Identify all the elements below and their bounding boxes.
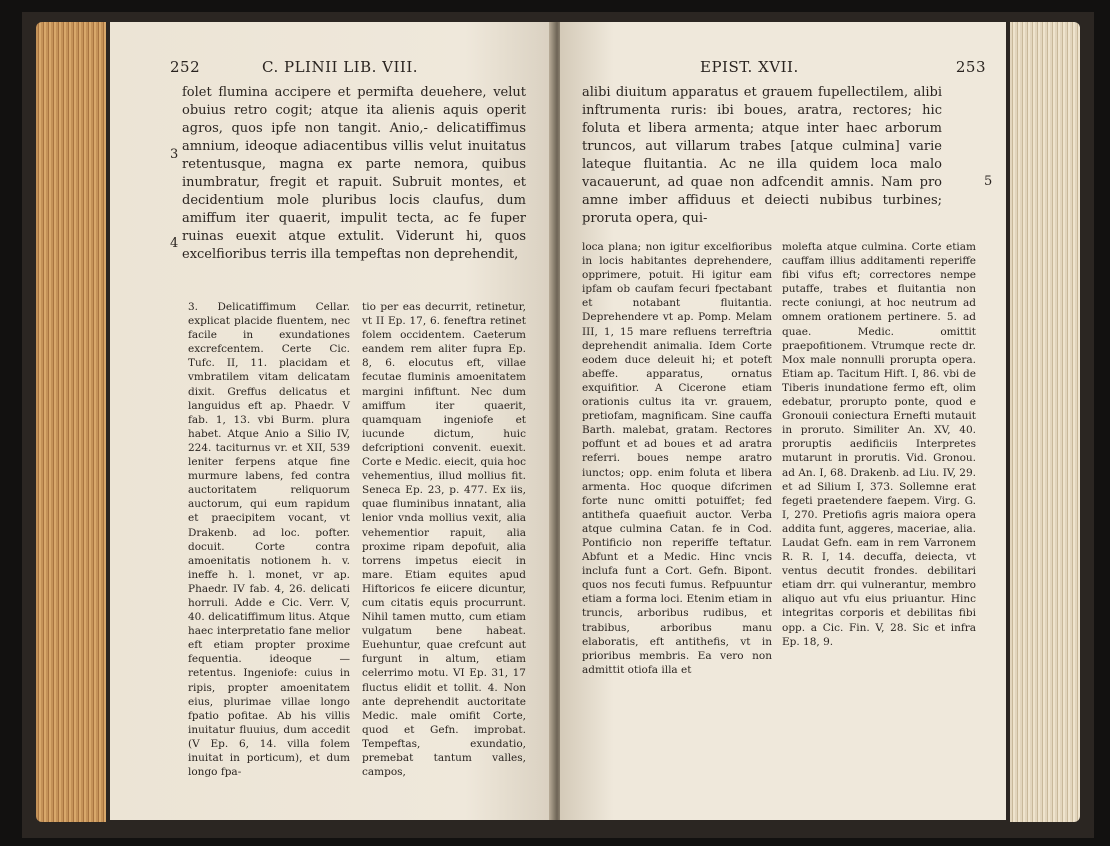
line-marker-5: 5 [984, 174, 993, 189]
left-page [110, 22, 554, 820]
left-main-paragraph: folet flumina accipere et permifta deuehere, velut obuius retro cogit; atque ita alienis aquis operit agros, quos ipfe non tangit. Anio,- delicatiffimus amnium, ideoque adiacentibus villis velut inuitatus retentusque, magna ex parte nemora, quibus inumbratur, fregit et rapuit. Subruit montes, et decidentium mole pluribus locis claufus, dum amiffum iter quaerit, impulit tecta, ac fe fuper ruinas euexit atque extulit. Viderunt hi, quos excelfioribus terris illa tempeftas non deprehendit, [182, 85, 526, 262]
left-page-header [170, 58, 540, 82]
left-notes-column-2 [362, 300, 526, 779]
line-marker-4: 4 [170, 236, 179, 251]
left-page-number: 252 [170, 58, 201, 76]
right-note-text-2: molefta atque culmina. Corte etiam cauffam illius additamenti reperiffe fibi vifus eft; correctores nempe putaffe, trabes et fluitantia non recte coniungi, at hoc neutrum ad omnem orationem pertinere. 5. ad quae. Medic. omittit praepofitionem. Vtrumque recte dr. Mox male nonnulli prorupta opera. Etiam ap. Tacitum Hift. I, 86. vbi de Tiberis inundatione fermo eft, olim edebatur, prorupto ponte, quod e Gronouii coniectura Ernefti mutauit in proruto. Similiter An. XV, 40. proruptis aedificiis Interpretes mutarunt in prorutis. Vid. Gronou. ad An. I, 68. Drakenb. ad Liu. IV, 29. et ad Silium I, 373. Sollemne erat fegeti praetendere faepem. Virg. G. I, 270. Pretiofis agris maiora opera addita funt, aggeres, maceriae, alia. Laudat Gefn. eam in rem Varronem R. R. I, 14. decuffa, deiecta, vt ventus decutit frondes. debilitari etiam drr. qui vulnerantur, membro aliquo aut vfu eius priuantur. Hinc integritas corporis et debilitas fibi opp. a Cic. Fin. V, 28. Sic et infra Ep. 18, 9. [782, 241, 976, 648]
right-running-head: EPIST. XVII. [700, 58, 799, 76]
left-note-text-2: tio per eas decurrit, retinetur, vt II Ep. 17, 6. feneftra retinet folem occidentem. Caeterum eandem rem aliter fupra Ep. 8, 6. elocutus eft, villae fecutae fluminis amoenitatem margini infiftunt. Nec dum amiffum iter quaerit, quamquam ingeniofe et iucunde dictum, huic defcriptioni convenit. euexit. Corte e Medic. eiecit, quia hoc vehementius, illud mollius fit. Seneca Ep. 23, p. 477. Ex iis, quae fluminibus innatant, alia lenior vnda mollius vexit, alia vehementior rapuit, alia proxime ripam depofuit, alia torrens impetus eiecit in mare. Etiam equites apud Hiftoricos fe eiicere dicuntur, cum citatis equis procurrunt. Nihil tamen mutto, cum etiam vulgatum bene habeat. Euehuntur, quae crefcunt aut furgunt in altum, etiam celerrimo motu. VI Ep. 31, 17 fluctus elidit et tollit. 4. Non ante deprehendit auctoritate Medic. male omifit Corte, quod et Gefn. improbat. Tempeftas, exundatio, premebat tantum valles, campos, [362, 301, 526, 779]
left-note-text-1: 3. Delicatiffimum Cellar. explicat placide fluentem, nec facile in exundationes excrefcentem. Certe Cic. Tufc. II, 11. placidam et vmbratilem vitam delicatam dixit. Greffus delicatus et languidus eft ap. Phaedr. V fab. 1, 13. vbi Burm. plura habet. Atque Anio a Silio IV, 224. taciturnus vr. et XII, 539 leniter ferpens atque fine murmure labens, fed contra auctoritatem reliquorum auctorum, qui eum rapidum et praecipitem vocant, vt Drakenb. ad loc. pofter. docuit. Corte contra amoenitatis notionem h. v. ineffe h. l. monet, vr ap. Phaedr. IV fab. 4, 26. delicati horruli. Adde e Cic. Verr. V, 40. delicatiffimum litus. Atque haec interpretatio fane melior eft etiam propter proxime fequentia. ideoque — retentus. Ingeniofe: cuius in ripis, propter amoenitatem eius, plurimae villae longo fpatio pofitae. Ab his villis inuitatur fluuius, dum accedit (V Ep. 6, 14. villa folem inuitat in porticum), et dum longo fpa- [188, 301, 350, 779]
right-notes-column-2 [782, 240, 976, 649]
right-page-header [580, 58, 986, 82]
right-note-text-1: loca plana; non igitur excelfioribus in locis habitantes deprehendere, opprimere, potuit. Hi igitur eam ipfam ob caufam fecuri fpectabant et notabant fluitantia. Deprehendere vt ap. Pomp. Melam III, 1, 15 mare refluens terreftria deprehendit animalia. Idem Corte eodem duce deleuit hi; et poteft abeffe. apparatus, ornatus exquifitior. A Cicerone etiam orationis cultus ita vr. grauem, pretiofam, magnificam. Sine cauffa Barth. malebat, gratam. Rectores poffunt et ad boues et ad aratra referri. boues nempe aratro iunctos; opp. enim foluta et libera armenta. Hoc quoque difcrimen forte nunc omitti potuiffet; fed antithefa quaefiuit auctor. Verba atque culmina Catan. fe in Cod. Pontificio non reperiffe teftatur. Abfunt et a Medic. Hinc vncis inclufa funt a Cort. Gefn. Bipont. quos nos fecuti fumus. Refpuuntur etiam a forma loci. Etenim etiam in truncis, arboribus rudibus, et trabibus, arboribus manu elaboratis, eft antithefis, vt in prioribus membris. Ea vero non admittit otiofa illa et [582, 241, 772, 676]
right-main-paragraph: alibi diuitum apparatus et grauem fupellectilem, alibi inftrumenta ruris: ibi boues, aratra, rectores; hic foluta et libera armenta; atque inter haec arborum truncos, aut villarum trabes [atque culmina] varie lateque fluitantia. Ac ne illa quidem loca malo vacauerunt, ad quae non adfcendit amnis. Nam pro amne imber affiduus et deiecti nubibus turbines; proruta opera, qui- [582, 85, 942, 226]
page-edges-left [36, 22, 106, 822]
left-main-text [182, 84, 526, 264]
left-running-head: C. PLINII LIB. VIII. [262, 58, 419, 76]
left-notes-column-1 [188, 300, 350, 779]
right-page [560, 22, 1006, 820]
line-marker-3: 3 [170, 147, 179, 162]
page-edges-right [1010, 22, 1080, 822]
right-main-text [582, 84, 942, 228]
right-notes-column-1 [582, 240, 772, 677]
right-page-number: 253 [955, 58, 986, 76]
